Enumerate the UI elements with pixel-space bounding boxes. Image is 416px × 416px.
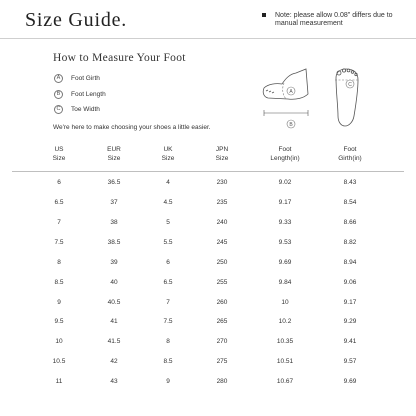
cell-jpn: 250 xyxy=(216,259,228,266)
cell-foot-length: 10.2 xyxy=(278,318,292,325)
table-row xyxy=(0,373,416,391)
cell-uk: 9 xyxy=(166,378,170,385)
table-divider xyxy=(12,171,404,172)
cell-foot-girth: 9.69 xyxy=(343,378,357,385)
size-table-header xyxy=(0,145,416,171)
table-row xyxy=(0,274,416,292)
cell-us: 8.5 xyxy=(54,279,64,286)
legend-marker-c: C xyxy=(54,105,63,114)
cell-jpn: 240 xyxy=(216,219,228,226)
side-foot-icon xyxy=(263,69,308,99)
header-uk-size: UK Size xyxy=(161,146,175,162)
table-row xyxy=(0,194,416,212)
legend-marker-b: B xyxy=(54,90,63,99)
intro-text: We're here to make choosing your shoes a little easier. xyxy=(53,124,211,131)
legend-foot-length xyxy=(54,89,106,100)
cell-foot-length: 9.17 xyxy=(278,199,292,206)
cell-foot-length: 9.02 xyxy=(278,179,292,186)
legend-label: Toe Width xyxy=(71,106,100,113)
cell-us: 9.5 xyxy=(54,318,64,325)
top-foot-icon xyxy=(336,69,358,126)
cell-eur: 36.5 xyxy=(107,179,121,186)
cell-foot-girth: 8.94 xyxy=(343,259,357,266)
cell-uk: 6.5 xyxy=(163,279,173,286)
cell-uk: 5 xyxy=(166,219,170,226)
cell-us: 7 xyxy=(57,219,61,226)
cell-foot-length: 9.84 xyxy=(278,279,292,286)
cell-uk: 5.5 xyxy=(163,239,173,246)
cell-uk: 4.5 xyxy=(163,199,173,206)
cell-uk: 8 xyxy=(166,338,170,345)
table-row xyxy=(0,313,416,331)
cell-foot-length: 9.53 xyxy=(278,239,292,246)
cell-eur: 42 xyxy=(110,358,118,365)
cell-eur: 43 xyxy=(110,378,118,385)
cell-uk: 8.5 xyxy=(163,358,173,365)
cell-uk: 7 xyxy=(166,299,170,306)
diagram-letter-c: C xyxy=(348,82,352,88)
cell-eur: 38.5 xyxy=(107,239,121,246)
cell-jpn: 230 xyxy=(216,179,228,186)
cell-eur: 41.5 xyxy=(107,338,121,345)
cell-foot-length: 10.67 xyxy=(276,378,294,385)
table-row xyxy=(0,254,416,272)
cell-jpn: 260 xyxy=(216,299,228,306)
cell-jpn: 235 xyxy=(216,199,228,206)
cell-foot-length: 10 xyxy=(281,299,289,306)
girth-line xyxy=(283,83,286,99)
cell-eur: 40.5 xyxy=(107,299,121,306)
legend-label: Foot Girth xyxy=(71,75,100,82)
table-row xyxy=(0,353,416,371)
table-row xyxy=(0,234,416,252)
cell-foot-girth: 8.43 xyxy=(343,179,357,186)
cell-eur: 40 xyxy=(110,279,118,286)
table-row xyxy=(0,174,416,192)
cell-foot-girth: 8.82 xyxy=(343,239,357,246)
cell-jpn: 255 xyxy=(216,279,228,286)
header-eur-size: EUR Size xyxy=(107,146,121,162)
cell-jpn: 265 xyxy=(216,318,228,325)
cell-eur: 38 xyxy=(110,219,118,226)
header-us-size: US Size xyxy=(52,146,66,162)
cell-foot-length: 9.33 xyxy=(278,219,292,226)
header-divider xyxy=(0,38,416,39)
legend-marker-a: A xyxy=(54,74,63,83)
cell-eur: 41 xyxy=(110,318,118,325)
cell-eur: 37 xyxy=(110,199,118,206)
cell-jpn: 275 xyxy=(216,358,228,365)
cell-uk: 6 xyxy=(166,259,170,266)
cell-foot-girth: 9.41 xyxy=(343,338,357,345)
cell-us: 10.5 xyxy=(52,358,66,365)
cell-us: 8 xyxy=(57,259,61,266)
cell-jpn: 280 xyxy=(216,378,228,385)
cell-foot-girth: 9.57 xyxy=(343,358,357,365)
table-row xyxy=(0,294,416,312)
cell-us: 10 xyxy=(55,338,63,345)
cell-foot-girth: 9.29 xyxy=(343,318,357,325)
cell-foot-girth: 8.66 xyxy=(343,219,357,226)
cell-eur: 39 xyxy=(110,259,118,266)
table-row xyxy=(0,214,416,232)
header-jpn-size: JPN Size xyxy=(215,146,229,162)
header-foot-length: Foot Length(in) xyxy=(270,146,300,162)
cell-us: 6.5 xyxy=(54,199,64,206)
cell-jpn: 270 xyxy=(216,338,228,345)
cell-us: 11 xyxy=(55,378,63,385)
cell-foot-girth: 8.54 xyxy=(343,199,357,206)
diagram-letter-b: B xyxy=(289,122,293,128)
cell-foot-length: 10.51 xyxy=(276,358,294,365)
cell-foot-girth: 9.06 xyxy=(343,279,357,286)
cell-foot-girth: 9.17 xyxy=(343,299,357,306)
length-line xyxy=(264,110,308,116)
diagram-letter-a: A xyxy=(289,89,293,95)
page-title: Size Guide. xyxy=(25,9,128,31)
cell-uk: 4 xyxy=(166,179,170,186)
foot-measurement-diagram xyxy=(258,64,368,132)
cell-jpn: 245 xyxy=(216,239,228,246)
cell-us: 7.5 xyxy=(54,239,64,246)
cell-foot-length: 9.69 xyxy=(278,259,292,266)
cell-us: 6 xyxy=(57,179,61,186)
legend-label: Foot Length xyxy=(71,91,106,98)
section-title: How to Measure Your Foot xyxy=(53,52,186,64)
measurement-note: Note: please allow 0.08" differs due to manual measurement xyxy=(275,12,393,27)
header-foot-girth: Foot Girth(in) xyxy=(338,146,362,162)
table-row xyxy=(0,333,416,351)
cell-uk: 7.5 xyxy=(163,318,173,325)
note-bullet xyxy=(262,13,266,17)
page-header xyxy=(0,0,416,38)
cell-us: 9 xyxy=(57,299,61,306)
legend-toe-width xyxy=(54,104,100,115)
legend-foot-girth xyxy=(54,73,100,84)
cell-foot-length: 10.35 xyxy=(276,338,294,345)
